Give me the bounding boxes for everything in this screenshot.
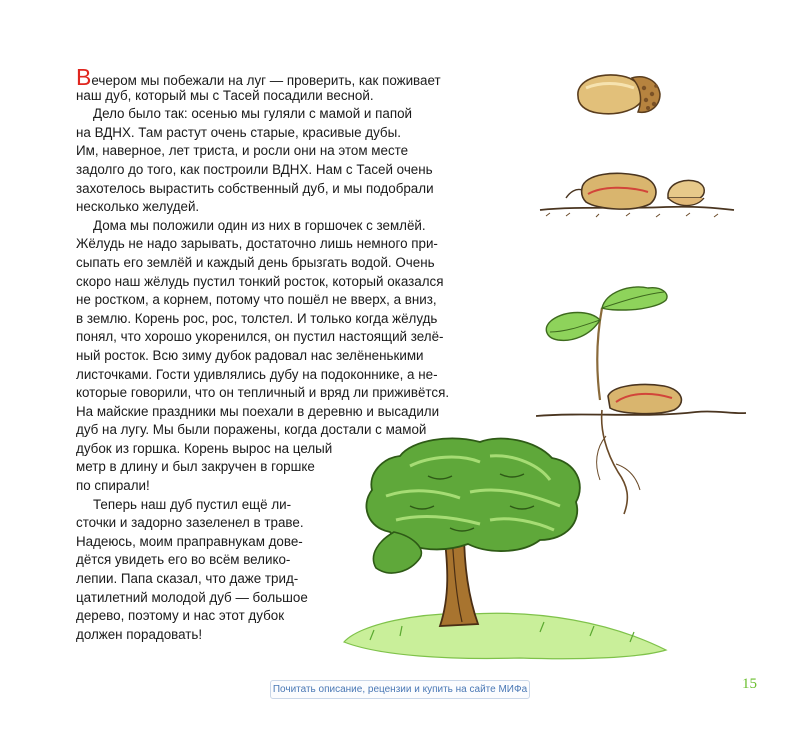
- acorn-icon: [570, 66, 670, 122]
- story-line-10: Жёлудь не надо зарывать, достаточно лишь немного при-: [76, 236, 438, 252]
- story-line-6: задолго до того, как построили ВДНХ. Нам с Тасей очень: [76, 161, 433, 177]
- story-line-24: Теперь наш дуб пустил ещё ли-: [93, 496, 292, 512]
- story-line-3: Дело было так: осенью мы гуляли с мамой и папой: [93, 106, 412, 122]
- page-number: 15: [742, 676, 757, 692]
- sprouting-acorn-icon: [536, 166, 736, 222]
- story-line-21: дубок из горшка. Корень вырос на целый: [76, 440, 333, 456]
- story-line-7: захотелось вырастить собственный дуб, и мы подобрали: [76, 180, 434, 196]
- story-line-29: цатилетний молодой дуб — большое: [76, 589, 308, 605]
- mif-site-link[interactable]: Почитать описание, рецензии и купить на сайте МИФа: [270, 680, 530, 699]
- story-line-1: Вечером мы побежали на луг — проверить, как поживает: [76, 64, 441, 90]
- oak-tree-icon: [340, 436, 670, 668]
- story-line-31: должен порадовать!: [76, 626, 203, 642]
- story-line-17: листочками. Гости удивлялись дубу на подоконнике, а не-: [76, 366, 438, 382]
- story-line-8: несколько желудей.: [76, 199, 200, 215]
- story-line-15: понял, что хорошо укоренился, он пустил настоящий зелё-: [76, 329, 444, 345]
- story-line-4: на ВДНХ. Там растут очень старые, красивые дубы.: [76, 124, 401, 140]
- story-line-13: не ростком, а корнем, потому что пошёл не вверх, а вниз,: [76, 292, 437, 308]
- story-line-28: лепии. Папа сказал, что даже трид-: [76, 571, 299, 587]
- story-line-16: ный росток. Всю зиму дубок радовал нас зелёненькими: [76, 347, 424, 363]
- story-line-5: Им, наверное, лет триста, и росли они на этом месте: [76, 143, 409, 159]
- story-line-2: наш дуб, который мы с Тасей посадили весной.: [76, 87, 374, 103]
- story-line-23: по спирали!: [76, 478, 150, 494]
- story-line-22: метр в длину и был закручен в горшке: [76, 459, 315, 475]
- story-line-20: дуб на лугу. Мы были поражены, когда достали с мамой: [76, 422, 427, 438]
- story-line-12: скоро наш жёлудь пустил тонкий росток, который оказался: [76, 273, 444, 289]
- story-line-18: которые говорили, что он тепличный и вряд ли приживётся.: [76, 385, 450, 401]
- story-line-11: сыпать его землёй и каждый день брызгать водой. Очень: [76, 254, 435, 270]
- story-line-26: Надеюсь, моим праправнукам дове-: [76, 533, 303, 549]
- story-line-9: Дома мы положили один из них в горшочек с землёй.: [93, 217, 426, 233]
- drop-cap: В: [76, 64, 92, 90]
- story-line-27: дётся увидеть его во всём велико-: [76, 552, 291, 568]
- story-line-14: в землю. Корень рос, рос, толстел. И только когда жёлудь: [76, 310, 438, 326]
- story-line-30: дерево, поэтому и нас этот дубок: [76, 608, 285, 624]
- story-line-19: На майские праздники мы поехали в деревню и высадили: [76, 403, 440, 419]
- story-line-25: сточки и задорно зазеленел в траве.: [76, 515, 304, 531]
